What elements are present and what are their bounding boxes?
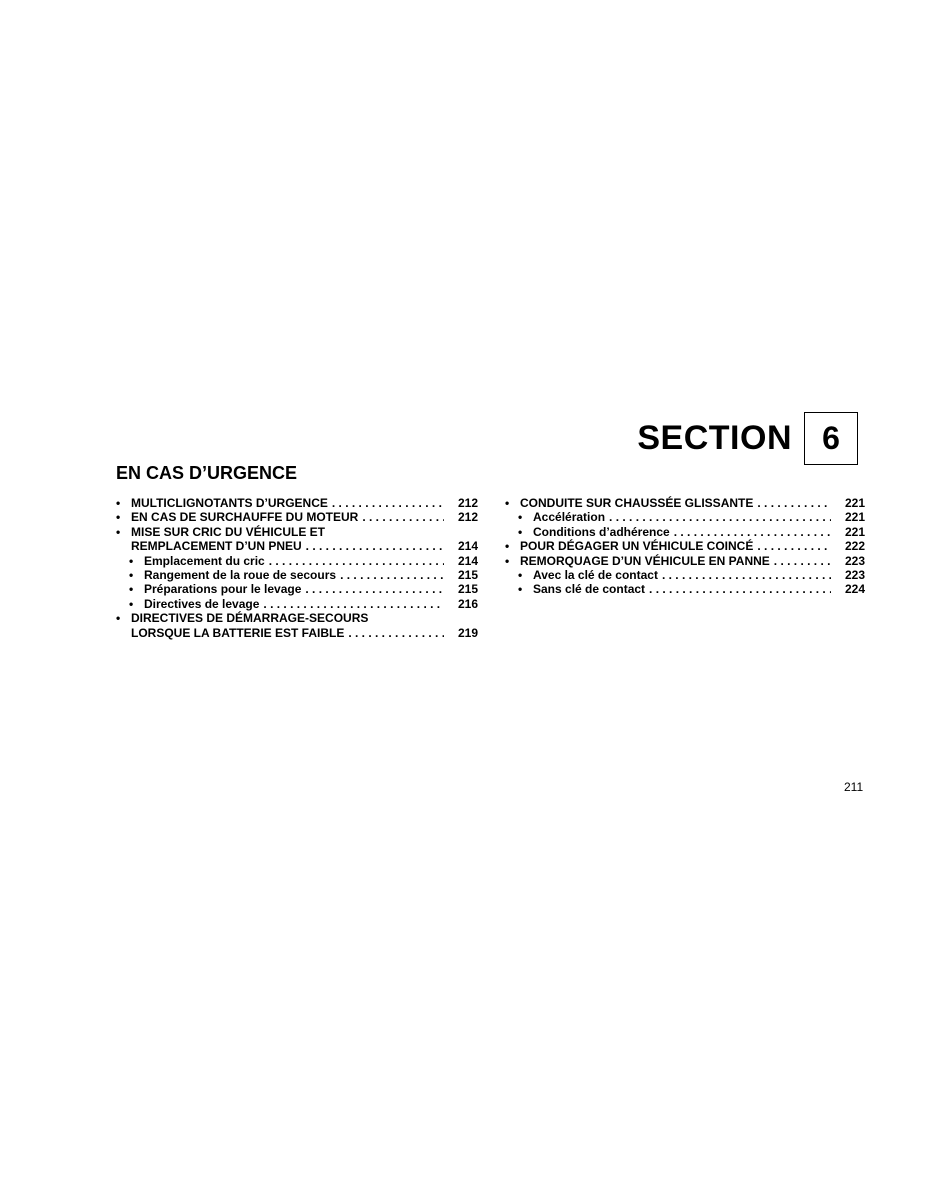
dot-leader — [753, 539, 831, 553]
toc-entry-page: 221 — [844, 496, 865, 510]
toc-entry-label: Sans clé de contact — [533, 582, 646, 597]
page-number: 211 — [844, 780, 864, 794]
toc-entry-page: 212 — [457, 496, 478, 510]
bullet-icon: • — [129, 582, 134, 597]
toc-entry-page: 224 — [844, 582, 865, 597]
toc-entry[interactable] — [116, 496, 478, 510]
toc-subentry[interactable] — [505, 582, 865, 596]
toc-entry-page: 215 — [457, 582, 478, 597]
toc-entry-page: 214 — [457, 539, 478, 554]
toc-entry-label-line2: REMPLACEMENT D’UN PNEU — [131, 539, 302, 554]
toc-entry-label: Conditions d’adhérence — [533, 524, 670, 539]
bullet-icon: • — [116, 496, 121, 510]
toc-entry-page: 214 — [457, 553, 478, 568]
toc-entry-page: 222 — [844, 539, 865, 554]
toc-entry-label: Directives de levage — [144, 596, 260, 611]
bullet-icon: • — [129, 553, 134, 568]
dot-leader — [344, 626, 444, 640]
toc-entry-label: Rangement de la roue de secours — [144, 568, 337, 583]
toc-entry-label: CONDUITE SUR CHAUSSÉE GLISSANTE — [520, 496, 754, 510]
toc-subentry[interactable] — [116, 568, 478, 582]
toc-entry-page: 212 — [457, 510, 478, 525]
toc-entry-label: MULTICLIGNOTANTS D’URGENCE — [131, 496, 328, 510]
toc-entry-page: 216 — [457, 596, 478, 611]
toc-entry-page: 223 — [844, 553, 865, 568]
toc-left-column — [116, 496, 478, 640]
toc-entry-page: 215 — [457, 568, 478, 583]
toc-entry[interactable] — [505, 496, 865, 510]
toc-entry-page: 219 — [457, 625, 478, 640]
section-heading — [637, 412, 860, 466]
toc-entry-page: 221 — [844, 510, 865, 525]
toc-entry-label: Préparations pour le levage — [144, 582, 302, 597]
toc-entry-label: EN CAS DE SURCHAUFFE DU MOTEUR — [131, 510, 359, 525]
toc-entry-second-line[interactable] — [116, 539, 478, 553]
toc-entry[interactable] — [505, 539, 865, 553]
section-number-box: 6 — [804, 412, 858, 465]
dot-leader — [358, 510, 444, 524]
toc-subentry[interactable] — [505, 510, 865, 524]
toc-entry-label: Avec la clé de contact — [533, 568, 658, 583]
bullet-icon: • — [518, 524, 523, 539]
bullet-icon: • — [505, 539, 510, 554]
toc-right-column — [505, 496, 865, 597]
toc-entry-label-line1: DIRECTIVES DE DÉMARRAGE-SECOURS — [131, 611, 369, 626]
dot-leader — [328, 496, 444, 510]
toc-entry-second-line[interactable] — [116, 626, 478, 640]
toc-entry-label: Accélération — [533, 510, 606, 525]
section-word: SECTION — [637, 419, 792, 457]
bullet-icon: • — [129, 568, 134, 583]
toc-entry-first-line[interactable] — [116, 611, 478, 625]
dot-leader — [301, 582, 444, 596]
toc-subentry[interactable] — [505, 568, 865, 582]
dot-leader — [670, 525, 831, 539]
dot-leader — [605, 510, 831, 524]
dot-leader — [753, 496, 831, 510]
toc-entry[interactable] — [505, 554, 865, 568]
toc-entry[interactable] — [116, 510, 478, 524]
toc-entry-label-line2: LORSQUE LA BATTERIE EST FAIBLE — [131, 625, 345, 640]
dot-leader — [336, 568, 444, 582]
bullet-icon: • — [518, 582, 523, 597]
dot-leader — [658, 568, 831, 582]
toc-entry-page: 223 — [844, 568, 865, 583]
bullet-icon: • — [116, 611, 121, 626]
toc-entry-label-line1: MISE SUR CRIC DU VÉHICULE ET — [131, 524, 326, 539]
bullet-icon: • — [518, 568, 523, 583]
bullet-icon: • — [505, 496, 510, 510]
toc-subentry[interactable] — [116, 582, 478, 596]
dot-leader — [770, 554, 831, 568]
bullet-icon: • — [116, 524, 121, 539]
toc-entry-label: POUR DÉGAGER UN VÉHICULE COINCÉ — [520, 539, 754, 554]
toc-entry-label: REMORQUAGE D’UN VÉHICULE EN PANNE — [520, 553, 770, 568]
chapter-title: EN CAS D’URGENCE — [116, 463, 298, 483]
dot-leader — [259, 597, 444, 611]
toc-subentry[interactable] — [116, 597, 478, 611]
toc-entry-label: Emplacement du cric — [144, 553, 265, 568]
dot-leader — [302, 539, 444, 553]
dot-leader — [645, 582, 831, 596]
bullet-icon: • — [505, 553, 510, 568]
bullet-icon: • — [129, 596, 134, 611]
toc-entry-first-line[interactable] — [116, 525, 478, 539]
bullet-icon: • — [518, 510, 523, 525]
bullet-icon: • — [116, 510, 121, 525]
toc-entry-page: 221 — [844, 524, 865, 539]
dot-leader — [265, 554, 444, 568]
toc-subentry[interactable] — [505, 525, 865, 539]
toc-subentry[interactable] — [116, 554, 478, 568]
